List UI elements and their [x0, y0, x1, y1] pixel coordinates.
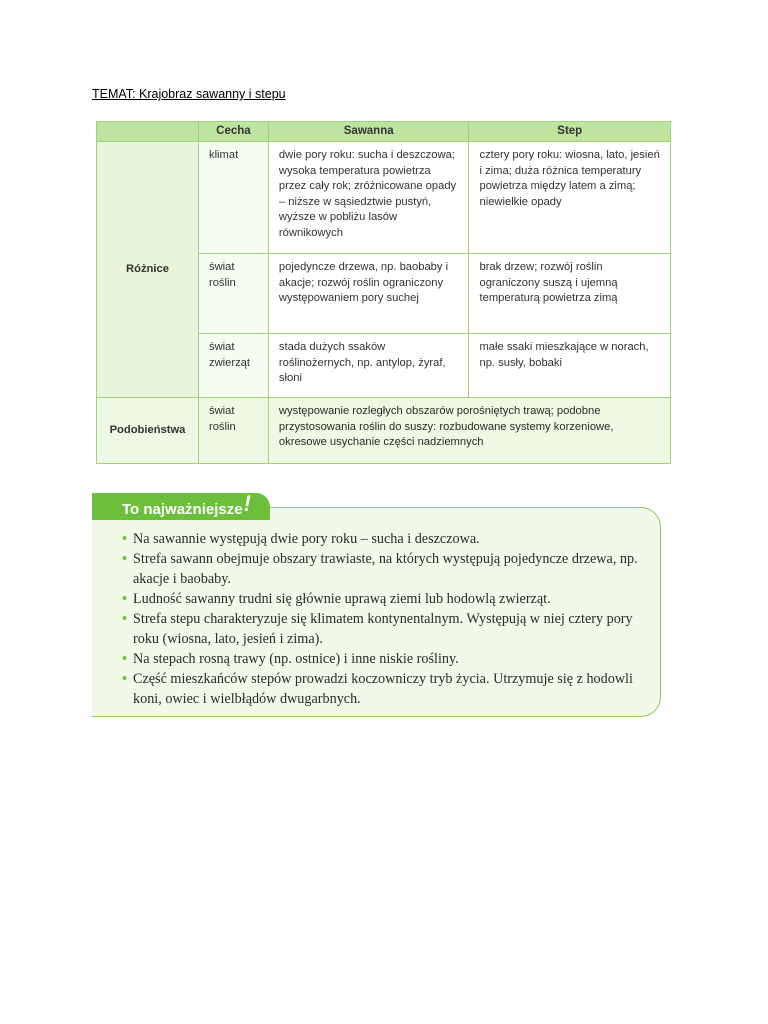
- list-item-text: Strefa stepu charakteryzuje się klimatem kontynentalnym. Występują w niej cztery pory roku (wiosna, lato, jesień i zima).: [133, 611, 633, 647]
- list-item-text: Strefa sawann obejmuje obszary trawiaste, na których występują pojedyncze drzewa, np. akacje i baobaby.: [133, 551, 638, 587]
- table-row: [97, 398, 671, 464]
- bullet-icon: •: [122, 551, 127, 567]
- list-item: [122, 649, 640, 669]
- list-item-text: Część mieszkańców stepów prowadzi koczowniczy tryb życia. Utrzymuje się z hodowli koni, owiec i wielbłądów dwugarbnych.: [133, 671, 633, 707]
- list-item-text: Na sawannie występują dwie pory roku – sucha i deszczowa.: [133, 531, 480, 547]
- header-empty: [97, 122, 199, 142]
- header-sawanna: Sawanna: [268, 122, 469, 142]
- step-cell: brak drzew; rozwój roślin ograniczony suszą i ujemną temperaturą powietrza zimą: [469, 254, 671, 334]
- feature-cell: świat roślin: [198, 398, 268, 464]
- list-item: [122, 609, 640, 649]
- bullet-icon: •: [122, 611, 127, 627]
- group-roznice: Różnice: [97, 142, 199, 398]
- header-step: Step: [469, 122, 671, 142]
- list-item: [122, 589, 640, 609]
- group-podobienstwa: Podobieństwa: [97, 398, 199, 464]
- table-row: [97, 142, 671, 254]
- bullet-icon: •: [122, 591, 127, 607]
- shared-cell: występowanie rozległych obszarów porośniętych trawą; podobne przystosowania roślin do suszy: rozbudowane systemy korzeniowe, okresowe usychanie części nadziemnych: [268, 398, 670, 464]
- page-title: TEMAT: Krajobraz sawanny i stepu: [92, 87, 286, 101]
- header-cecha: Cecha: [198, 122, 268, 142]
- feature-cell: świat zwierząt: [198, 334, 268, 398]
- feature-cell: klimat: [198, 142, 268, 254]
- list-item-text: Na stepach rosną trawy (np. ostnice) i inne niskie rośliny.: [133, 651, 459, 667]
- summary-list: [92, 508, 660, 709]
- bullet-icon: •: [122, 531, 127, 547]
- list-item-text: Ludność sawanny trudni się głównie uprawą ziemi lub hodowlą zwierząt.: [133, 591, 551, 607]
- summary-heading: To najważniejsze: [122, 501, 243, 518]
- list-item: [122, 529, 640, 549]
- sawanna-cell: dwie pory roku: sucha i deszczowa; wysoka temperatura powietrza przez cały rok; zróżnicowane opady – niższe w sąsiedztwie pustyń, wyższe w pobliżu lasów równikowych: [268, 142, 469, 254]
- bullet-icon: •: [122, 671, 127, 687]
- sawanna-cell: pojedyncze drzewa, np. baobaby i akacje; rozwój roślin ograniczony występowaniem pory suchej: [268, 254, 469, 334]
- comparison-table: [96, 121, 671, 464]
- list-item: [122, 669, 640, 709]
- feature-cell: świat roślin: [198, 254, 268, 334]
- summary-box: [92, 507, 661, 717]
- list-item: [122, 549, 640, 589]
- summary-heading-tab: [92, 493, 270, 520]
- step-cell: małe ssaki mieszkające w norach, np. susły, bobaki: [469, 334, 671, 398]
- table-header-row: [97, 122, 671, 142]
- sawanna-cell: stada dużych ssaków roślinożernych, np. antylop, żyraf, słoni: [268, 334, 469, 398]
- exclamation-icon: !: [243, 491, 251, 516]
- step-cell: cztery pory roku: wiosna, lato, jesień i zima; duża różnica temperatury powietrza między latem a zimą; niewielkie opady: [469, 142, 671, 254]
- bullet-icon: •: [122, 651, 127, 667]
